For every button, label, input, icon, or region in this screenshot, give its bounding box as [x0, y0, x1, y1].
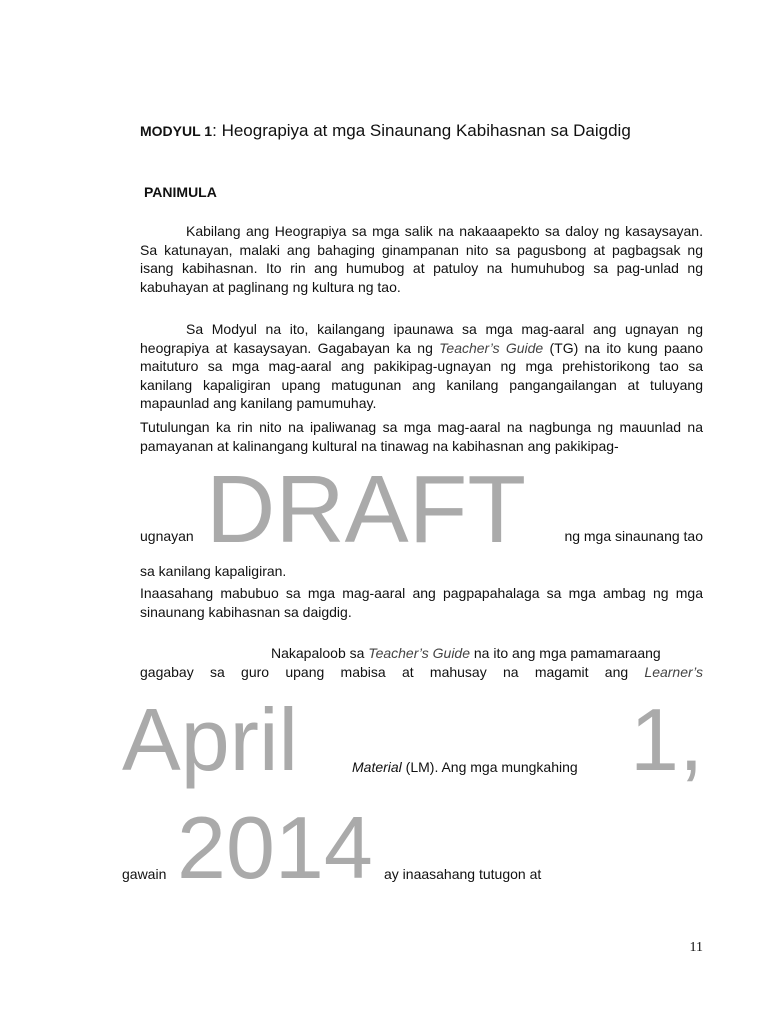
- watermark-draft: DRAFT: [206, 456, 526, 563]
- word: sa: [209, 664, 225, 680]
- word: upang: [285, 664, 325, 680]
- nakapaloob-text-2: na ito ang mga pamamaraang: [470, 645, 661, 661]
- word: na: [502, 664, 519, 680]
- word: guro: [241, 664, 270, 680]
- module-title-text: Heograpiya at mga Sinaunang Kabihasnan sa Daigdig: [221, 121, 631, 140]
- line-gagabay: [140, 664, 703, 680]
- teachers-guide-term-2: Teacher’s Guide: [368, 645, 470, 661]
- paragraph-module: [140, 320, 703, 413]
- nakapaloob-text-1: Nakapaloob sa: [271, 645, 369, 661]
- paragraph-help: Tutulungan ka rin nito na ipaliwanag sa mga mag-aaral na nagbunga ng mauunlad na pamayanan at kalinangang kultural na tinawag na kabihasnan ang pakikipag-: [140, 419, 703, 454]
- learners-term: Learner’s: [644, 664, 704, 680]
- page-number: 11: [689, 940, 703, 955]
- watermark-one: 1,: [630, 690, 704, 789]
- material-rest: (LM). Ang mga mungkahing: [401, 759, 578, 775]
- line-material: [352, 759, 578, 775]
- module-colon: :: [212, 121, 217, 140]
- teachers-guide-term: Teacher’s Guide: [439, 339, 544, 356]
- module-title: [140, 121, 631, 141]
- paragraph-nakapaloob: [271, 645, 661, 661]
- paragraph-expectation: Inaasahang mabubuo sa mga mag-aaral ang pagpapahalaga sa mga ambag ng mga sinaunang kabihasnan sa daigdig.: [140, 585, 703, 620]
- word: at: [401, 664, 414, 680]
- module-label: MODYUL 1: [140, 123, 213, 139]
- word: mahusay: [429, 664, 487, 680]
- paragraph-module-text-2: (TG) na ito kung paano maituturo sa mga mag-aaral ang pakikipag-ugnayan ng mga prehistorikong tao sa kanilang kapaligiran upang matugunan ang kanilang pangangailangan at tuluyang mapaunlad ang kanilang pamumuhay.: [140, 339, 703, 411]
- text-tutugon: ay inaasahang tutugon at: [384, 866, 542, 882]
- text-kapaligiran: sa kanilang kapaligiran.: [140, 563, 287, 579]
- word: gagabay: [140, 664, 194, 680]
- text-sinaunang-tao: ng mga sinaunang tao: [564, 528, 703, 544]
- section-heading: PANIMULA: [144, 184, 217, 200]
- watermark-april: April: [122, 690, 299, 789]
- watermark-year: 2014: [177, 798, 373, 897]
- text-ugnayan: ugnayan: [140, 528, 194, 544]
- word: ang: [604, 664, 629, 680]
- paragraph-module-text-1: Sa Modyul na ito, kailangang ipaunawa sa mga mag-aaral ang ugnayan ng heograpiya at kasaysayan. Gagabayan ka ng: [140, 321, 703, 356]
- word: magamit: [534, 664, 589, 680]
- material-term: Material: [352, 759, 402, 775]
- text-gawain: gawain: [122, 866, 167, 882]
- word: mabisa: [340, 664, 386, 680]
- paragraph-intro: Kabilang ang Heograpiya sa mga salik na nakaaapekto sa daloy ng kasaysayan. Sa katunayan, malaki ang bahaging ginampanan nito sa pagusbong at pagbagsak ng isang kabihasnan. Ito rin ang humubog at patuloy na humuhubog sa pag-unlad ng kabuhayan at paglinang ng kultura ng tao.: [140, 223, 703, 295]
